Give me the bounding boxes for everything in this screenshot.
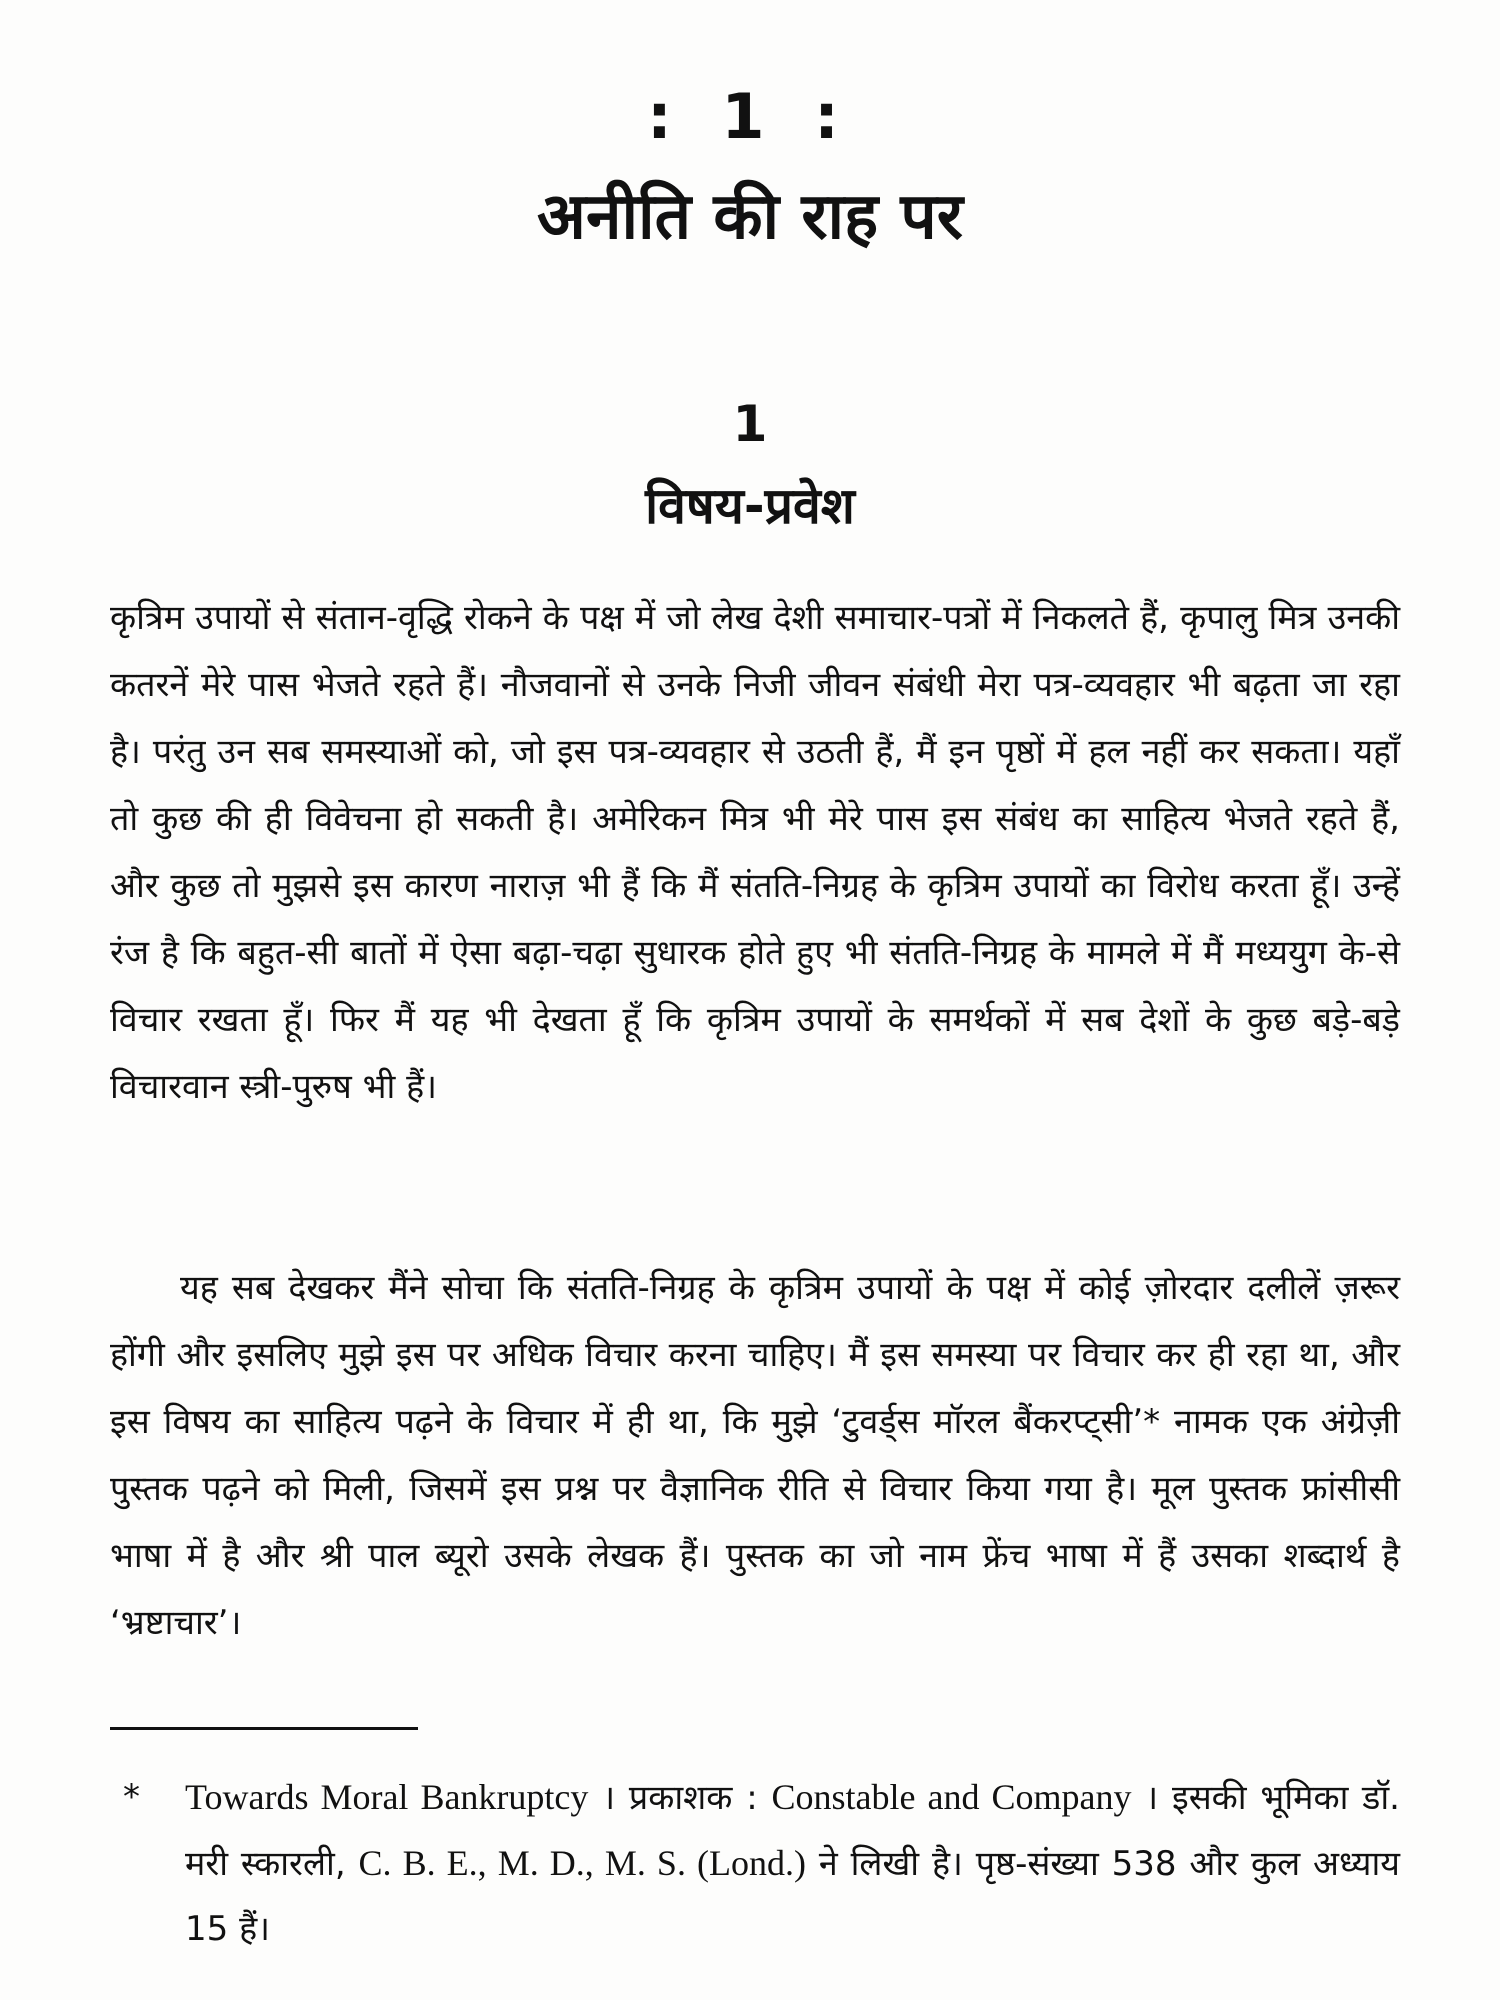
footnote-publisher: Constable and Company bbox=[771, 1777, 1132, 1817]
section-number: 1 bbox=[732, 395, 768, 453]
footnote-separator-2: । इसकी भूमिका डॉ. मरी स्कारली, bbox=[185, 1778, 1400, 1884]
section-title: विषय-प्रवेश bbox=[645, 477, 855, 535]
paragraph-2-text: यह सब देखकर मैंने सोचा कि संतति-निग्रह के कृत्रिम उपायों के पक्ष में कोई ज़ोरदार दलीलें ज़रूर होंगी और इसलिए मुझे इस पर अधिक विचार करना चाहिए। मैं इस समस्या पर विचार कर ही रहा था, और इस विषय का साहित्य पढ़ने के विचार में ही था, कि मुझे ‘टुवर्ड्स मॉरल बैंकरप्ट्सी’* नामक एक अंग्रेज़ी पुस्तक पढ़ने को मिली, जिसमें इस प्रश्न पर वैज्ञानिक रीति से विचार किया गया है। मूल पुस्तक फ्रांसीसी भाषा में है और श्री पाल ब्यूरो उसके लेखक हैं। पुस्तक का जो नाम फ्रेंच भाषा में हैं उसका शब्दार्थ है ‘भ्रष्टाचार’। bbox=[110, 1268, 1400, 1643]
footnote-closing: ने लिखी है। पृष्ठ-संख्या 538 और कुल अध्याय 15 हैं। bbox=[185, 1844, 1400, 1949]
footnote-separator-1: । प्रकाशक : bbox=[588, 1778, 772, 1818]
body-paragraph-2 bbox=[110, 1255, 1400, 1657]
paragraph-1-text: कृत्रिम उपायों से संतान-वृद्धि रोकने के पक्ष में जो लेख देशी समाचार-पत्रों में निकलते हैं, कृपालु मित्र उनकी कतरनें मेरे पास भेजते रहते हैं। नौजवानों से उनके निजी जीवन संबंधी मेरा पत्र-व्यवहार भी बढ़ता जा रहा है। परंतु उन सब समस्याओं को, जो इस पत्र-व्यवहार से उठती हैं, मैं इन पृष्ठों में हल नहीं कर सकता। यहाँ तो कुछ की ही विवेचना हो सकती है। अमेरिकन मित्र भी मेरे पास इस संबंध का साहित्य भेजते रहते हैं, और कुछ तो मुझसे इस कारण नाराज़ भी हैं कि मैं संतति-निग्रह के कृत्रिम उपायों का विरोध करता हूँ। उन्हें रंज है कि बहुत-सी बातों में ऐसा बढ़ा-चढ़ा सुधारक होते हुए भी संतति-निग्रह के मामले में मैं मध्ययुग के-से विचार रखता हूँ। फिर मैं यह भी देखता हूँ कि कृत्रिम उपायों के समर्थकों में सब देशों के कुछ बड़े-बड़े विचारवान स्त्री-पुरुष भी हैं। bbox=[110, 598, 1400, 1107]
body-paragraph-1 bbox=[110, 585, 1400, 1121]
footnote bbox=[110, 1765, 1400, 1962]
footnote-book-title: Towards Moral Bankruptcy bbox=[185, 1777, 589, 1817]
footnote-body bbox=[185, 1765, 1400, 1962]
footnote-marker: * bbox=[123, 1777, 140, 1817]
footnote-divider bbox=[110, 1727, 418, 1730]
chapter-title: अनीति की राह पर bbox=[537, 180, 963, 254]
footnote-credentials: C. B. E., M. D., M. S. (Lond.) bbox=[358, 1843, 806, 1883]
chapter-number: : 1 : bbox=[647, 80, 853, 153]
